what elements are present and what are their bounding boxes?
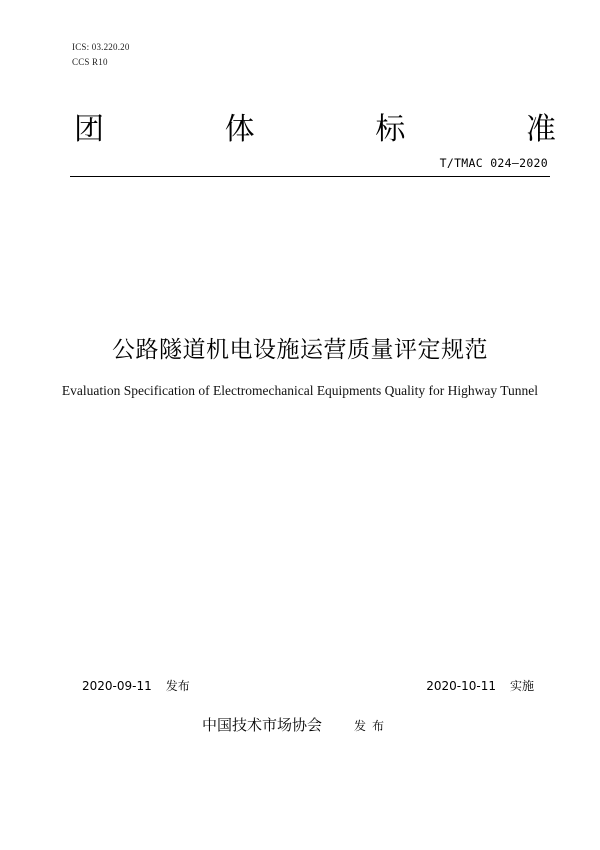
- heading-char-1: 团: [74, 112, 104, 147]
- ics-code: ICS: 03.220.20: [72, 42, 130, 52]
- standard-type-heading: [74, 112, 556, 148]
- publisher-name: 中国技术市场协会: [202, 716, 323, 734]
- publish-date-block: [82, 678, 190, 694]
- publisher-block: [202, 714, 390, 737]
- publish-date: 2020-09-11: [82, 679, 152, 693]
- document-title-english: Evaluation Specification of Electromechanical Equipments Quality for Highway Tunnel: [61, 383, 539, 398]
- classification-codes: [72, 40, 130, 70]
- publish-label: 发布: [165, 679, 190, 693]
- effective-date: 2020-10-11: [426, 679, 496, 693]
- heading-char-4: 准: [525, 112, 556, 147]
- effective-label: 实施: [509, 679, 534, 693]
- publisher-issue-label: 发布: [354, 719, 391, 733]
- effective-date-block: [426, 678, 534, 694]
- document-title-chinese: 公路隧道机电设施运营质量评定规范: [112, 337, 488, 363]
- ccs-code: CCS R10: [72, 57, 108, 67]
- header-divider: [70, 176, 550, 177]
- standard-number: T/TMAC 024—2020: [439, 156, 548, 170]
- heading-char-2: 体: [224, 112, 255, 147]
- heading-char-3: 标: [375, 112, 406, 147]
